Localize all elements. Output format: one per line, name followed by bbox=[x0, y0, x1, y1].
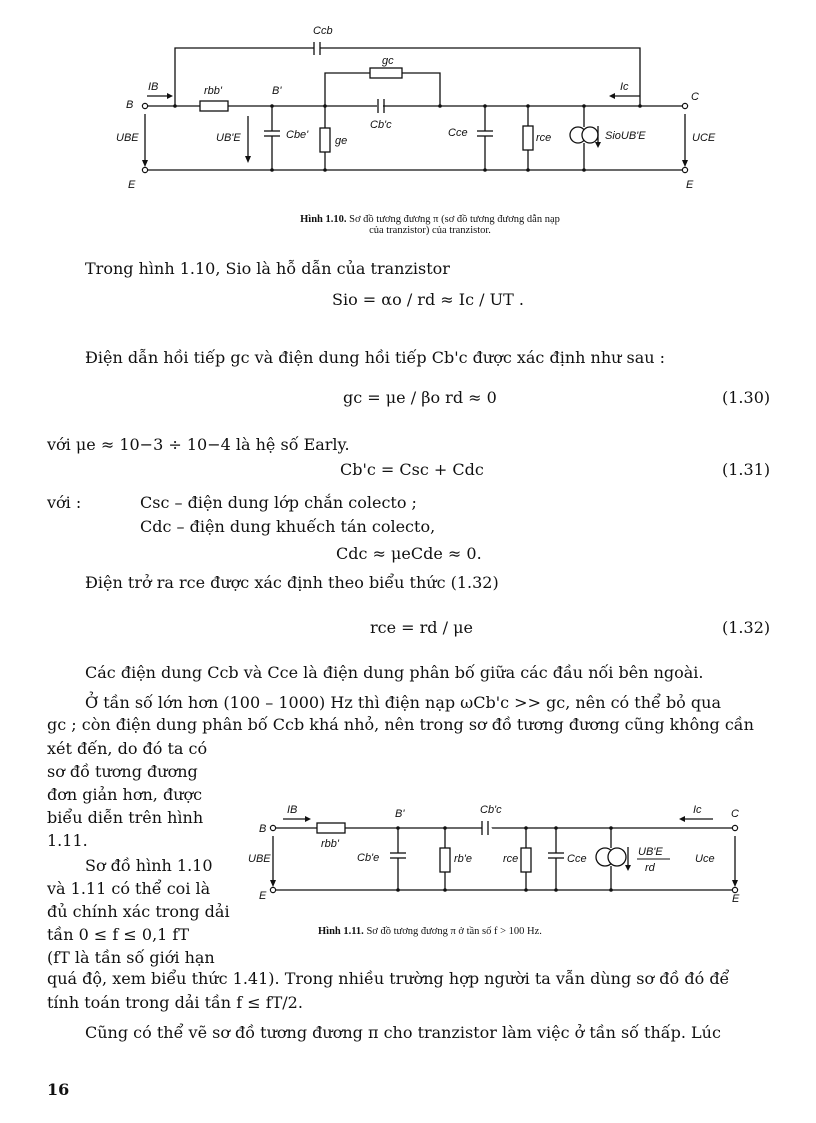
side-line-5: 1.11. bbox=[47, 831, 88, 850]
para-7-line-2: tính toán trong dải tần f ≤ fT/2. bbox=[47, 993, 303, 1012]
fig111-label-cbc: Cb'c bbox=[480, 804, 502, 816]
fig111-label-rbb: rbb' bbox=[321, 838, 339, 850]
equation-1-31-number: (1.31) bbox=[722, 460, 771, 479]
side-line-9: tần 0 ≤ f ≤ 0,1 fT bbox=[47, 925, 190, 944]
label-ge: ge bbox=[335, 135, 348, 147]
fig111-label-e-left: E bbox=[259, 890, 267, 902]
fig111-label-ib: IB bbox=[287, 804, 298, 816]
equation-sio: Sio = αo / rd ≈ Ic / UT . bbox=[332, 290, 524, 309]
side-line-6: Sơ đồ hình 1.10 bbox=[85, 856, 213, 875]
fig111-label-uce: Uce bbox=[695, 853, 715, 865]
fig111-label-ic: Ic bbox=[693, 804, 702, 816]
side-line-3: đơn giản hơn, được bbox=[47, 785, 203, 804]
side-line-1: xét đến, do đó ta có bbox=[47, 739, 208, 758]
label-cce: Cce bbox=[448, 127, 468, 139]
label-cbc: Cb'c bbox=[370, 119, 392, 131]
label-ib: IB bbox=[148, 81, 159, 93]
label-source: SioUB'E bbox=[605, 130, 646, 142]
fig111-label-ube: UBE bbox=[248, 853, 271, 865]
label-gc: gc bbox=[382, 55, 394, 67]
equation-1-32-number: (1.32) bbox=[722, 618, 771, 637]
para-5: Các điện dung Ccb và Cce là điện dung phân bố giữa các đầu nối bên ngoài. bbox=[85, 663, 704, 682]
label-ic: Ic bbox=[620, 81, 629, 93]
definition-cdc: Cdc – điện dung khuếch tán colecto, bbox=[140, 517, 436, 536]
label-rce: rce bbox=[536, 132, 552, 144]
label-ccb: Ccb bbox=[313, 25, 333, 37]
label-bprime: B' bbox=[272, 85, 282, 97]
equation-1-32: rce = rd / μe bbox=[370, 618, 473, 637]
para-6-line-1: Ở tần số lớn hơn (100 – 1000) Hz thì điện nạp ωCb'c >> gc, nên có thể bỏ qua bbox=[85, 693, 721, 712]
fig111-label-b: B bbox=[259, 823, 267, 835]
fig111-label-e-right: E bbox=[732, 893, 740, 905]
fig111-label-rbe: rb'e bbox=[454, 853, 472, 865]
side-line-7: và 1.11 có thể coi là bbox=[47, 879, 211, 898]
para-1: Trong hình 1.10, Sio là hỗ dẫn của tranzistor bbox=[85, 259, 450, 278]
para-4: Điện trở ra rce được xác định theo biểu thức (1.32) bbox=[85, 573, 499, 592]
para-3: với μe ≈ 10−3 ÷ 10−4 là hệ số Early. bbox=[47, 435, 350, 454]
equation-1-30: gc = μe / βo rd ≈ 0 bbox=[343, 388, 497, 407]
figure-1-11-circuit bbox=[245, 795, 765, 910]
page-number: 16 bbox=[47, 1080, 70, 1099]
para-6-line-2: gc ; còn điện dung phân bố Ccb khá nhỏ, nên trong sơ đồ tương đương cũng không cần bbox=[47, 715, 754, 734]
side-line-2: sơ đồ tương đương bbox=[47, 762, 198, 781]
side-line-4: biểu diễn trên hình bbox=[47, 808, 204, 827]
fig111-label-bprime: B' bbox=[395, 808, 405, 820]
label-uce: UCE bbox=[692, 132, 716, 144]
fig111-label-source-den: rd bbox=[645, 862, 655, 874]
fig111-label-cce: Cce bbox=[567, 853, 587, 865]
equation-cdc: Cdc ≈ μeCde ≈ 0. bbox=[336, 544, 482, 563]
label-rbb: rbb' bbox=[204, 85, 222, 97]
side-line-10: (fT là tần số giới hạn bbox=[47, 948, 215, 967]
fig111-label-c: C bbox=[731, 808, 739, 820]
label-ub-e: UB'E bbox=[216, 132, 241, 144]
label-c: C bbox=[691, 91, 699, 103]
fig111-label-rce: rce bbox=[503, 853, 519, 865]
definition-csc: Csc – điện dung lớp chắn colecto ; bbox=[140, 493, 417, 512]
label-b: B bbox=[126, 99, 134, 111]
fig111-label-cbe: Cb'e bbox=[357, 852, 380, 864]
equation-1-30-number: (1.30) bbox=[722, 388, 771, 407]
side-line-8: đủ chính xác trong dải bbox=[47, 902, 230, 921]
label-e-left: E bbox=[128, 179, 136, 191]
label-cbe: Cbe' bbox=[286, 129, 309, 141]
figure-1-11-caption: Hình 1.11. Sơ đồ tương đương π ở tần số f > 100 Hz. bbox=[318, 926, 542, 937]
para-2: Điện dẫn hồi tiếp gc và điện dung hồi tiếp Cb'c được xác định như sau : bbox=[85, 348, 666, 367]
para-8: Cũng có thể vẽ sơ đồ tương đương π cho tranzistor làm việc ở tần số thấp. Lúc bbox=[85, 1023, 721, 1042]
figure-1-10-circuit bbox=[100, 18, 740, 198]
label-voi: với : bbox=[47, 493, 82, 512]
para-7-line-1: quá độ, xem biểu thức 1.41). Trong nhiều trường hợp người ta vẫn dùng sơ đồ đó để bbox=[47, 969, 730, 988]
equation-1-31: Cb'c = Csc + Cdc bbox=[340, 460, 484, 479]
label-ube: UBE bbox=[116, 132, 139, 144]
label-e-right: E bbox=[686, 179, 694, 191]
figure-1-10-caption: Hình 1.10. Sơ đồ tương đương π (sơ đồ tương đương dẫn nạp của tranzistor) của tranzistor. bbox=[300, 214, 560, 236]
fig111-label-source-num: UB'E bbox=[638, 846, 663, 858]
